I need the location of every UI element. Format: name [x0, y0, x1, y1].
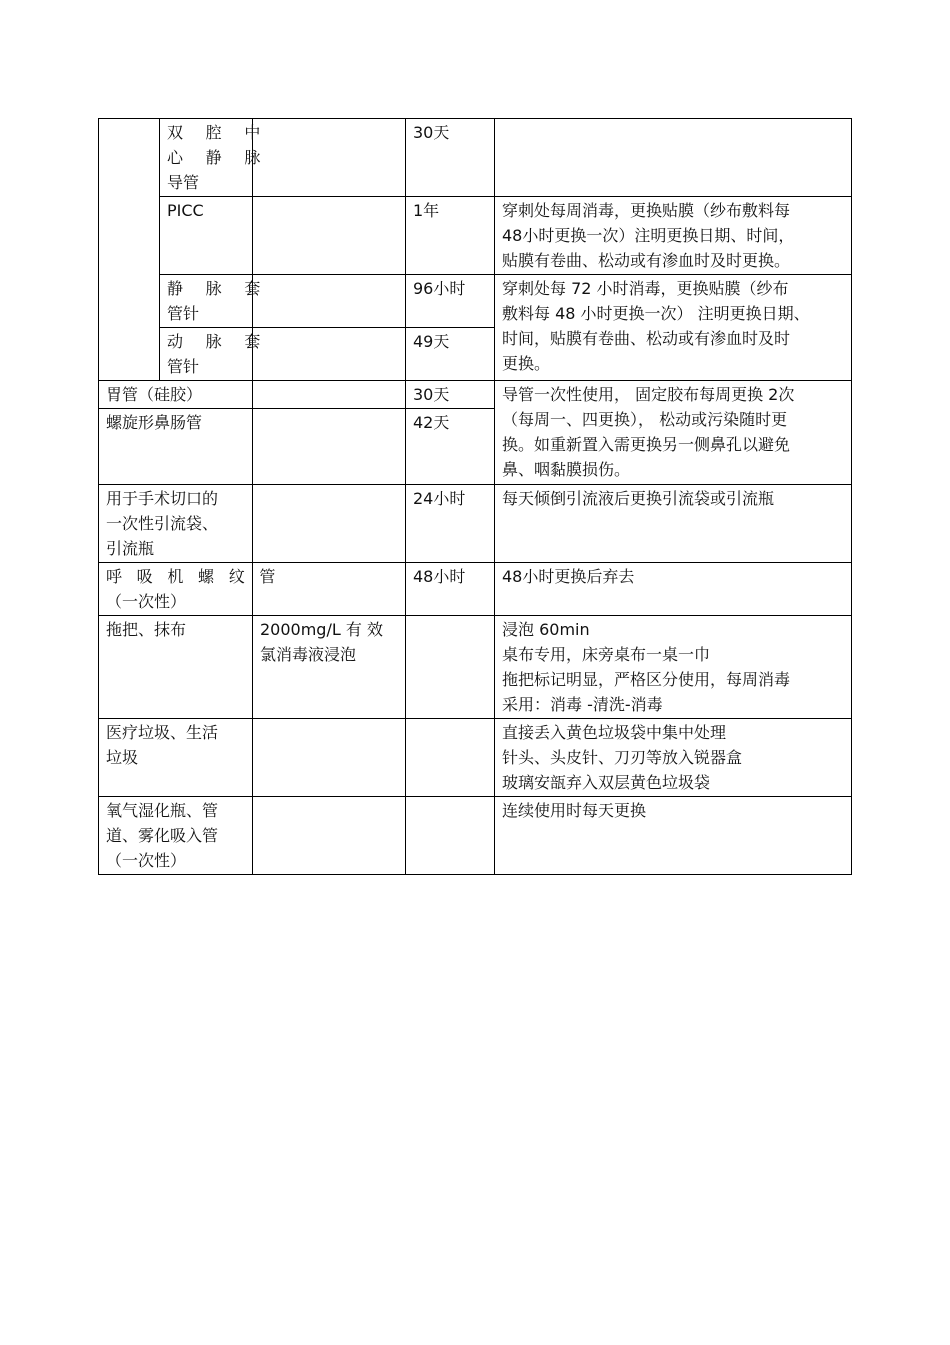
- method-cell: [253, 797, 406, 875]
- note-line: 拖把标记明显，严格区分使用，每周消毒: [502, 670, 791, 689]
- item-name-cell: PICC: [160, 197, 253, 275]
- period-cell: 42天: [406, 409, 495, 485]
- item-name-line: 管针: [167, 304, 200, 323]
- note-cell: [495, 119, 852, 197]
- note-line: 更换。: [502, 354, 551, 373]
- table-row-venous-cannula: [99, 275, 852, 328]
- item-name-cell: [99, 797, 253, 875]
- note-line: 穿刺处每周消毒，更换贴膜（纱布敷料每: [502, 201, 791, 220]
- period-cell: 30天: [406, 381, 495, 409]
- item-name-line: 呼 吸 机 螺 纹 管: [106, 567, 281, 586]
- period-cell: 48小时: [406, 563, 495, 616]
- table-row-drainage-bag: [99, 485, 852, 563]
- item-name-line: 管针: [167, 357, 200, 376]
- period-cell: 96小时: [406, 275, 495, 328]
- item-name-cell: [160, 275, 270, 328]
- note-line: 48小时更换一次）注明更换日期、时间，: [502, 226, 795, 245]
- item-name-cell: [99, 563, 281, 616]
- note-line: 换。如重新置入需更换另一侧鼻孔以避免: [502, 435, 791, 454]
- disinfection-schedule-table: [98, 118, 852, 875]
- note-cell: [495, 616, 852, 719]
- method-cell: [253, 328, 406, 381]
- item-name-cell: [160, 328, 270, 381]
- note-cell: 48小时更换后弃去: [495, 563, 852, 616]
- note-line: （每周一、四更换）， 松动或污染随时更: [502, 410, 788, 429]
- method-cell: [253, 616, 406, 719]
- table-row-picc: [99, 197, 852, 275]
- note-line: 针头、头皮针、刀刃等放入锐器盒: [502, 748, 743, 767]
- item-name-line: 心 静 脉: [167, 148, 270, 167]
- period-cell: 30天: [406, 119, 495, 197]
- item-name-cell: [99, 719, 253, 797]
- item-name-line: （一次性）: [106, 851, 187, 870]
- item-name-line: 一次性引流袋、: [106, 514, 219, 533]
- item-name-line: 动 脉 套: [167, 332, 270, 351]
- note-line: 桌布专用，床旁桌布一桌一巾: [502, 645, 711, 664]
- method-cell: [253, 381, 406, 409]
- note-line: 鼻、咽黏膜损伤。: [502, 460, 631, 479]
- period-cell: [406, 616, 495, 719]
- method-cell: [253, 119, 406, 197]
- note-line: 浸泡 60min: [502, 620, 590, 639]
- period-cell: 49天: [406, 328, 495, 381]
- note-line: 导管一次性使用， 固定胶布每周更换 2次: [502, 385, 795, 404]
- item-name-cell: 螺旋形鼻肠管: [99, 409, 253, 485]
- item-name-line: （一次性）: [106, 592, 187, 611]
- note-line: 敷料每 48 小时更换一次） 注明更换日期、: [502, 304, 810, 323]
- item-name-line: 垃圾: [106, 748, 139, 767]
- note-line: 玻璃安瓿弃入双层黄色垃圾袋: [502, 773, 711, 792]
- item-name-line: 用于手术切口的: [106, 489, 219, 508]
- note-cell: [495, 197, 852, 275]
- method-cell: [253, 275, 406, 328]
- note-line: 贴膜有卷曲、松动或有渗血时及时更换。: [502, 251, 791, 270]
- method-line: 2000mg/L 有 效: [260, 620, 383, 639]
- table-row-gastric-tube: [99, 381, 852, 409]
- item-name-line: 静 脉 套: [167, 279, 270, 298]
- period-cell: 1年: [406, 197, 495, 275]
- method-line: 氯消毒液浸泡: [260, 645, 357, 664]
- category-cell-vascular: [99, 119, 160, 381]
- note-cell: 连续使用时每天更换: [495, 797, 852, 875]
- table-row-oxygen: [99, 797, 852, 875]
- method-cell: [253, 197, 406, 275]
- note-line: 直接丢入黄色垃圾袋中集中处理: [502, 723, 727, 742]
- table-row-dual-lumen: [99, 119, 852, 197]
- item-name-cell: [160, 119, 270, 197]
- table-row-waste: [99, 719, 852, 797]
- note-cell: 每天倾倒引流液后更换引流袋或引流瓶: [495, 485, 852, 563]
- period-cell: [406, 797, 495, 875]
- item-name-cell: 拖把、抹布: [99, 616, 253, 719]
- item-name-line: 氧气湿化瓶、管: [106, 801, 219, 820]
- note-line: 穿刺处每 72 小时消毒，更换贴膜（纱布: [502, 279, 789, 298]
- note-cell: [495, 719, 852, 797]
- note-cell: [495, 275, 852, 381]
- period-cell: 24小时: [406, 485, 495, 563]
- item-name-line: 医疗垃圾、生活: [106, 723, 219, 742]
- item-name-line: 导管: [167, 173, 200, 192]
- method-cell: [253, 485, 406, 563]
- period-cell: [406, 719, 495, 797]
- item-name-cell: [99, 485, 253, 563]
- table-row-mop-cloth: [99, 616, 852, 719]
- method-cell: [253, 719, 406, 797]
- table-row-ventilator-tube: [99, 563, 852, 616]
- note-cell: [495, 381, 852, 485]
- item-name-line: 引流瓶: [106, 539, 155, 558]
- item-name-line: 双 腔 中: [167, 123, 270, 142]
- method-cell: [253, 409, 406, 485]
- note-line: 采用：消毒 -清洗-消毒: [502, 695, 663, 714]
- note-line: 时间，贴膜有卷曲、松动或有渗血时及时: [502, 329, 791, 348]
- item-name-line: 道、雾化吸入管: [106, 826, 219, 845]
- item-name-cell: 胃管（硅胶）: [99, 381, 253, 409]
